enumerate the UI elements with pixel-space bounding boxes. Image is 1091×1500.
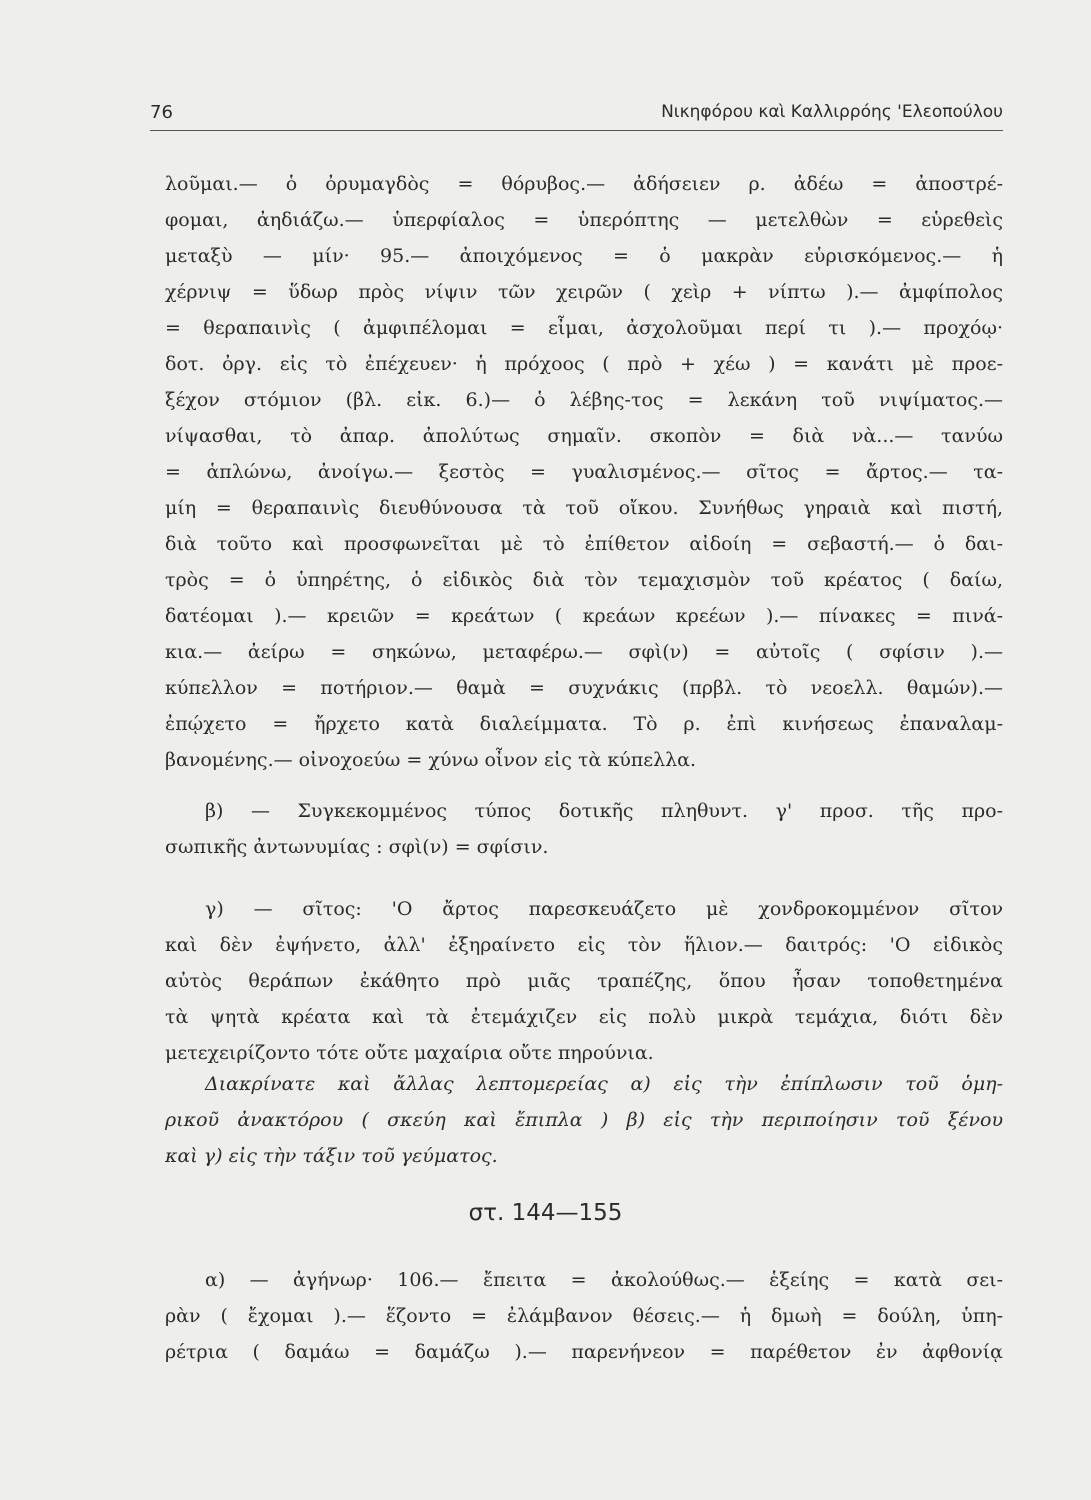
text-line: καὶ δὲν ἐψήνετο, ἀλλ' ἐξηραίνετο εἰς τὸν ἥλιον.— δαιτρός: 'Ο εἰδικὸς: [165, 934, 1003, 956]
text-line: ρὰν ( ἔχομαι ).— ἕζοντο = ἐλάμβανον θέσεις.— ἡ δμωὴ = δούλη, ὑπη-: [165, 1305, 1003, 1327]
text-line: κια.— ἀείρω = σηκώνω, μεταφέρω.— σφὶ(ν) = αὐτοῖς ( σφίσιν ).—: [165, 641, 1003, 663]
text-line: δατέομαι ).— κρειῶν = κρεάτων ( κρεάων κρεέων ).— πίνακες = πινά-: [165, 605, 1003, 627]
text-line: = ἁπλώνω, ἀνοίγω.— ξεστὸς = γυαλισμένος.— σῖτος = ἄρτος.— τα-: [165, 461, 1003, 483]
text-line: α) — ἀγήνωρ· 106.— ἔπειτα = ἀκολούθως.— ἑξείης = κατὰ σει-: [205, 1269, 1003, 1291]
header-rule: [150, 130, 1003, 131]
text-line: μετεχειρίζοντο τότε οὔτε μαχαίρια οὔτε πηρούνια.: [165, 1042, 654, 1064]
text-line: τρὸς = ὁ ὑπηρέτης, ὁ εἰδικὸς διὰ τὸν τεμαχισμὸν τοῦ κρέατος ( δαίω,: [165, 569, 1003, 591]
note-c: [165, 891, 1003, 1071]
text-line: ρικοῦ ἀνακτόρου ( σκεύη καὶ ἔπιπλα ) β) εἰς τὴν περιποίησιν τοῦ ξένου: [165, 1109, 1003, 1131]
text-line: κύπελλον = ποτήριον.— θαμὰ = συχνάκις (πρβλ. τὸ νεοελλ. θαμών).—: [165, 677, 1003, 699]
text-line: β) — Συγκεκομμένος τύπος δοτικῆς πληθυντ. γ' προσ. τῆς προ-: [205, 800, 1003, 822]
text-line: ξέχον στόμιον (βλ. εἰκ. 6.)— ὁ λέβης-τος = λεκάνη τοῦ νιψίματος.—: [165, 389, 1003, 411]
exercise-paragraph: [165, 1066, 1003, 1174]
section-a: [165, 1262, 1003, 1370]
text-line: τὰ ψητὰ κρέατα καὶ τὰ ἐτεμάχιζεν εἰς πολὺ μικρὰ τεμάχια, διότι δὲν: [165, 1006, 1003, 1028]
text-line: Διακρίνατε καὶ ἄλλας λεπτομερείας α) εἰς τὴν ἐπίπλωσιν τοῦ ὁμη-: [205, 1073, 1003, 1095]
text-line: λοῦμαι.— ὁ ὀρυμαγδὸς = θόρυβος.— ἀδήσειεν ρ. ἀδέω = ἀποστρέ-: [165, 173, 1003, 195]
text-line: μίη = θεραπαινὶς διευθύνουσα τὰ τοῦ οἴκου. Συνήθως γηραιὰ καὶ πιστή,: [165, 497, 1003, 519]
text-line: σωπικῆς ἀντωνυμίας : σφὶ(ν) = σφίσιν.: [165, 836, 549, 858]
page-header: [150, 102, 1003, 128]
text-line: αὐτὸς θεράπων ἐκάθητο πρὸ μιᾶς τραπέζης, ὅπου ἦσαν τοποθετημένα: [165, 970, 1003, 992]
text-line: χέρνιψ = ὕδωρ πρὸς νίψιν τῶν χειρῶν ( χεὶρ + νίπτω ).— ἀμφίπολος: [165, 281, 1003, 303]
text-line: γ) — σῖτος: 'Ο ἄρτος παρεσκευάζετο μὲ χονδροκομμένον σῖτον: [205, 898, 1003, 920]
text-line: ἐπῴχετο = ἤρχετο κατὰ διαλείμματα. Τὸ ρ. ἐπὶ κινήσεως ἐπαναλαμ-: [165, 713, 1003, 735]
text-line: νίψασθαι, τὸ ἀπαρ. ἀπολύτως σημαῖν. σκοπὸν = διὰ νὰ...— τανύω: [165, 425, 1003, 447]
text-line: καὶ γ) εἰς τὴν τάξιν τοῦ γεύματος.: [165, 1145, 498, 1167]
running-title: Νικηφόρου καὶ Καλλιρρόης 'Ελεοπούλου: [661, 102, 1003, 122]
text-line: διὰ τοῦτο καὶ προσφωνεῖται μὲ τὸ ἐπίθετον αἰδοίη = σεβαστή.— ὁ δαι-: [165, 533, 1003, 555]
glossary-paragraph: [165, 166, 1003, 778]
page-number: 76: [150, 102, 173, 123]
text-line: = θεραπαινὶς ( ἀμφιπέλομαι = εἶμαι, ἀσχολοῦμαι περί τι ).— προχόῳ·: [165, 317, 1003, 339]
section-heading: στ. 144—155: [468, 1200, 623, 1226]
text-line: δοτ. ὀργ. εἰς τὸ ἐπέχευεν· ἡ πρόχοος ( πρὸ + χέω ) = κανάτι μὲ προε-: [165, 353, 1003, 375]
note-b: [165, 793, 1003, 865]
text-line: ρέτρια ( δαμάω = δαμάζω ).— παρενήνεον = παρέθετον ἐν ἀφθονίᾳ: [165, 1341, 1003, 1363]
text-line: μεταξὺ — μίν· 95.— ἀποιχόμενος = ὁ μακρὰν εὑρισκόμενος.— ἡ: [165, 245, 1003, 267]
text-line: βανομένης.— οἰνοχοεύω = χύνω οἶνον εἰς τὰ κύπελλα.: [165, 749, 697, 771]
text-line: φομαι, ἀηδιάζω.— ὑπερφίαλος = ὑπερόπτης — μετελθὼν = εὑρεθεὶς: [165, 209, 1003, 231]
